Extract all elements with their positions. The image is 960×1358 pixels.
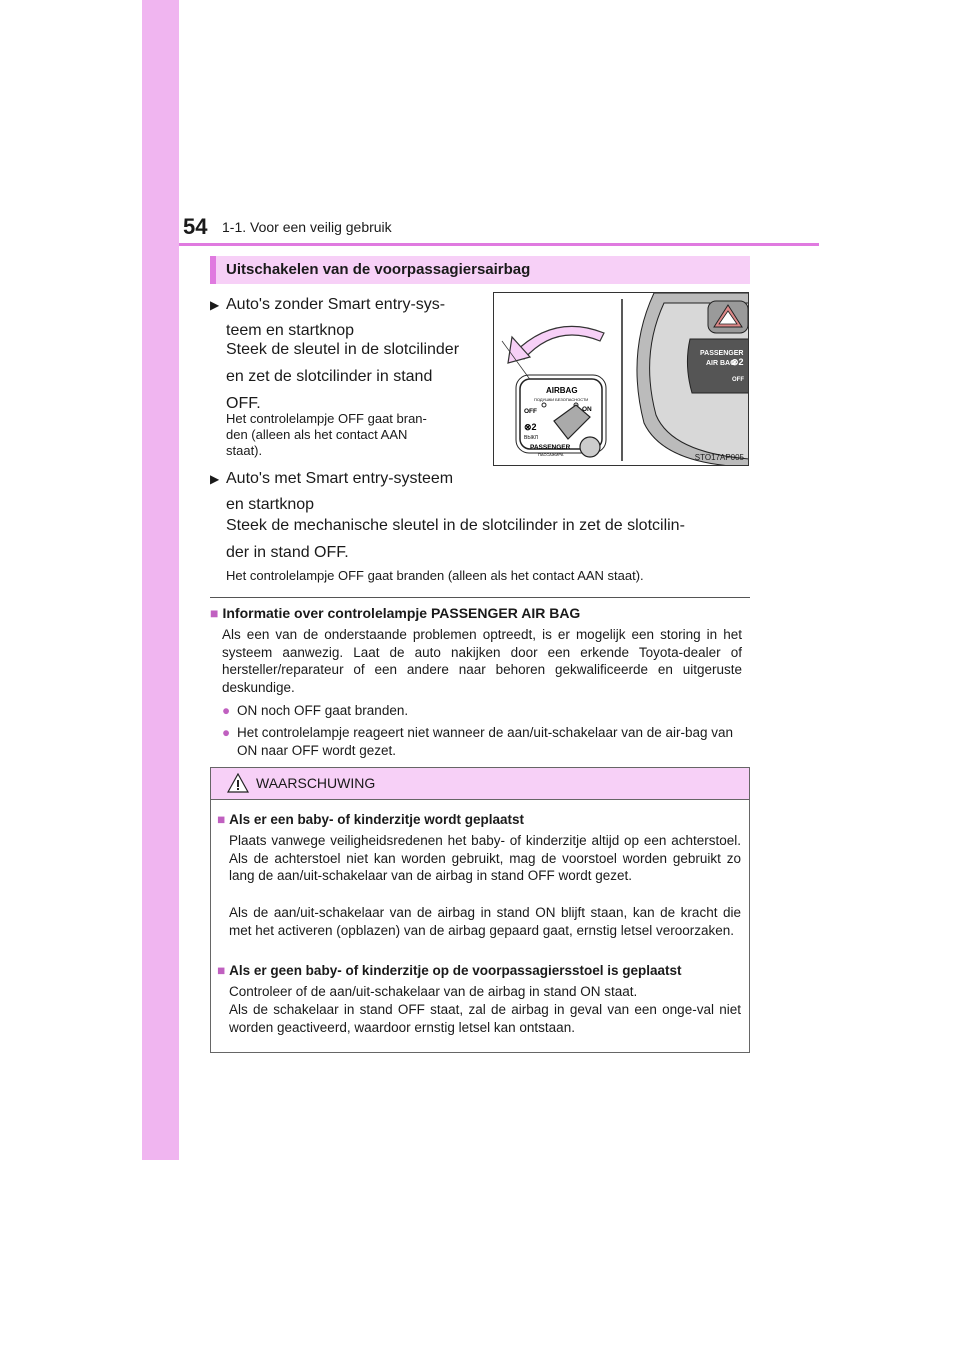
circle-bullet-icon: ● — [222, 703, 231, 718]
switch-subtitle: ПОДУШКИ БЕЗОПАСНОСТИ — [534, 397, 589, 402]
panel-off-label: OFF — [732, 377, 744, 383]
section-divider — [210, 597, 750, 598]
header-rule — [179, 243, 819, 246]
item1-step-line: en zet de slotcilinder in stand — [226, 368, 433, 385]
item1-note-line: Het controlelampje OFF gaat bran- — [226, 411, 427, 426]
warning-paragraph-3: Controleer of de aan/uit-schakelaar van de airbag in stand ON staat. — [229, 984, 638, 999]
square-bullet-icon: ■ — [217, 963, 226, 978]
item1-note — [226, 411, 478, 459]
switch-on-label: ON — [582, 406, 592, 413]
warning-heading-text: Als er een baby- of kinderzitje wordt geplaatst — [229, 812, 524, 827]
list-item-text: ON noch OFF gaat branden. — [237, 703, 409, 718]
warning-heading-1 — [217, 812, 524, 827]
square-bullet-icon: ■ — [210, 605, 219, 621]
list-item — [222, 724, 744, 759]
list-item-text: Het controlelampje reageert niet wanneer de aan/uit-schakelaar van de air-bag van ON naar OFF wordt gezet. — [237, 725, 734, 758]
item1-step-line: Steek de sleutel in de slotcilinder — [226, 341, 460, 358]
page-number: 54 — [183, 214, 208, 239]
info-body: Als een van de onderstaande problemen optreedt, is er mogelijk een storing in het systeem aanwezig. Laat de auto nakijken door een erkende Toyota-dealer of hersteller/reparateur of een andere naar behoren gekwalificeerde en uitgeruste deskundige. — [222, 627, 742, 695]
arrow-icon: ▶ — [210, 472, 220, 486]
item2-heading — [210, 466, 478, 518]
arrow-icon: ▶ — [210, 298, 220, 312]
warning-heading-text: Als er geen baby- of kinderzitje op de voorpassagiersstoel is geplaatst — [229, 963, 682, 978]
airbag-switch-illustration — [494, 293, 749, 466]
warning-box — [210, 767, 750, 1053]
item2-note: Het controlelampje OFF gaat branden (alleen als het contact AAN staat). — [226, 568, 644, 583]
item2-heading-line: Auto's met Smart entry-systeem — [226, 470, 454, 487]
item2-step — [226, 512, 748, 566]
airbag-child-icon: ⊗2 — [524, 422, 537, 432]
panel-line1: PASSENGER — [700, 350, 744, 357]
item1-heading-line: teem en startknop — [226, 322, 355, 339]
item2-step-line: Steek de mechanische sleutel in de slotcilinder in zet de slotcilin- — [226, 517, 685, 534]
warning-paragraph-2: Als de aan/uit-schakelaar van de airbag in stand ON blijft staan, kan de kracht die met het activeren (opblazen) van de airbag gepaard gaat, ernstig letsel veroorzaken. — [229, 905, 741, 938]
warning-paragraph-1: Plaats vanwege veiligheidsredenen het baby- of kinderzitje altijd op een achterstoel. Als de achterstoel niet kan worden gebruikt, mag de voorstoel worden gebruikt zo lang de aan/uit-schakelaar van de airbag in stand OFF wordt gezet. — [229, 833, 741, 883]
key-head — [580, 437, 600, 457]
square-bullet-icon: ■ — [217, 812, 226, 827]
switch-title: AIRBAG — [546, 386, 578, 395]
item1-step — [226, 336, 478, 417]
warning-title: WAARSCHUWING — [256, 775, 376, 791]
airbag-switch-figure — [493, 292, 749, 466]
topic-bar — [210, 256, 750, 284]
list-item — [222, 702, 744, 720]
item1-heading-line: Auto's zonder Smart entry-sys- — [226, 296, 446, 313]
warning-paragraph-4: Als de schakelaar in stand OFF staat, zal de airbag in geval van een onge-val niet worden geactiveerd, waardoor ernstig letsel kan ontstaan. — [229, 1002, 741, 1035]
info-heading-text: Informatie over controlelampje PASSENGER AIR BAG — [222, 605, 581, 621]
item1-step-line: OFF. — [226, 395, 261, 412]
info-heading — [210, 605, 580, 621]
warning-heading-2 — [217, 963, 682, 978]
topic-title: Uitschakelen van de voorpassagiersairbag — [226, 261, 531, 278]
figure-code: STO17AP005 — [694, 453, 744, 462]
switch-passenger-label: PASSENGER — [530, 444, 571, 451]
switch-passenger-ru-label: ПАССАЖИРА — [538, 452, 564, 457]
switch-vykl-label: ВЫКЛ — [524, 435, 538, 441]
warning-triangle-icon — [227, 773, 249, 793]
panel-airbag-icon: ⊗2 — [731, 357, 744, 367]
item1-note-line: den (alleen als het contact AAN — [226, 427, 408, 442]
item2-step-line: der in stand OFF. — [226, 544, 349, 561]
item2-heading-line: en startknop — [226, 496, 315, 513]
chapter-strip — [142, 0, 179, 1160]
circle-bullet-icon: ● — [222, 725, 231, 740]
warning-title-bar — [211, 768, 749, 800]
item1-note-line: staat). — [226, 443, 263, 458]
section-title: 1-1. Voor een veilig gebruik — [222, 219, 392, 235]
panel-line2: AIR BAG — [706, 360, 736, 367]
switch-off-label: OFF — [524, 408, 537, 415]
